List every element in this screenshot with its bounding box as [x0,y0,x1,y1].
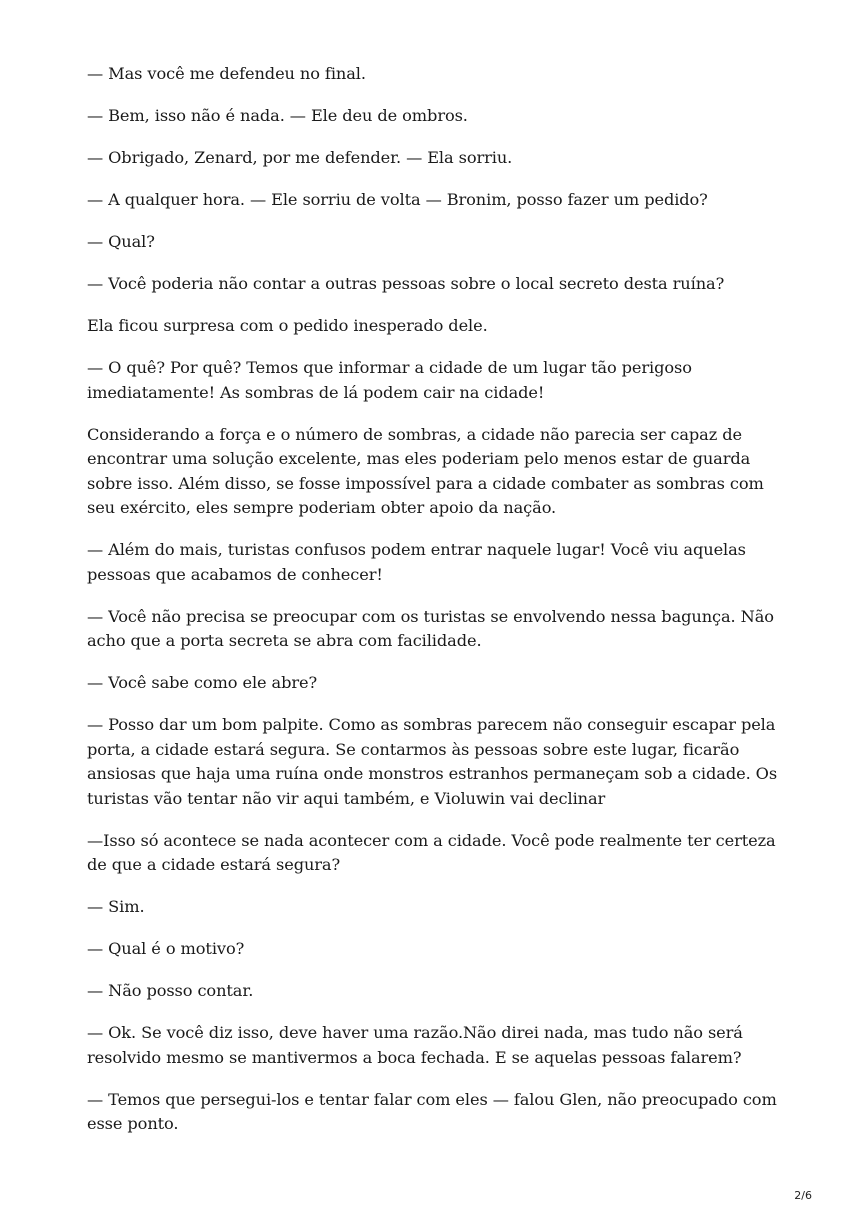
paragraph: Ela ficou surpresa com o pedido inesperado dele. [87,316,488,335]
paragraph: Considerando a força e o número de sombras, a cidade não parecia ser capaz de encontrar uma solução excelente, mas eles poderiam pelo menos estar de guarda sobre isso. Além disso, se fosse impossível para a cidade combater as sombras com seu exército, eles sempre poderiam obter apoio da nação. [87,424,764,517]
paragraph: — Além do mais, turistas confusos podem entrar naquele lugar! Você viu aquelas pessoas que acabamos de conhecer! [87,540,746,584]
paragraph: — Bem, isso não é nada. — Ele deu de ombros. [87,106,468,125]
paragraph: — Posso dar um bom palpite. Como as sombras parecem não conseguir escapar pela porta, a cidade estará segura. Se contarmos às pessoas sobre este lugar, ficarão ansiosas que haja uma ruína onde monstros estranhos permaneçam sob a cidade. Os turistas vão tentar não vir aqui também, e Violuwin vai declinar [87,715,778,808]
body-text [87,62,787,1154]
paragraph: — Ok. Se você diz isso, deve haver uma razão.Não direi nada, mas tudo não será resolvido mesmo se mantivermos a boca fechada. E se aquelas pessoas falarem? [87,1023,743,1067]
page-number: 2/6 [794,1189,812,1202]
paragraph: —Isso só acontece se nada acontecer com a cidade. Você pode realmente ter certeza de que a cidade estará segura? [87,830,776,874]
paragraph: — A qualquer hora. — Ele sorriu de volta — Bronim, posso fazer um pedido? [87,190,708,209]
paragraph: — Temos que persegui-los e tentar falar com eles — falou Glen, não preocupado com esse ponto. [87,1089,777,1133]
paragraph: — Obrigado, Zenard, por me defender. — Ela sorriu. [87,148,513,167]
paragraph: — Você poderia não contar a outras pessoas sobre o local secreto desta ruína? [87,274,725,293]
paragraph: — Você sabe como ele abre? [87,673,318,692]
paragraph: — O quê? Por quê? Temos que informar a cidade de um lugar tão perigoso imediatamente! As sombras de lá podem cair na cidade! [87,358,692,402]
paragraph: — Sim. [87,897,145,916]
paragraph: — Mas você me defendeu no final. [87,64,366,83]
paragraph: — Você não precisa se preocupar com os turistas se envolvendo nessa bagunça. Não acho que a porta secreta se abra com facilidade. [87,606,774,650]
paragraph: — Qual? [87,232,155,251]
paragraph: — Qual é o motivo? [87,939,245,958]
paragraph: — Não posso contar. [87,981,254,1000]
